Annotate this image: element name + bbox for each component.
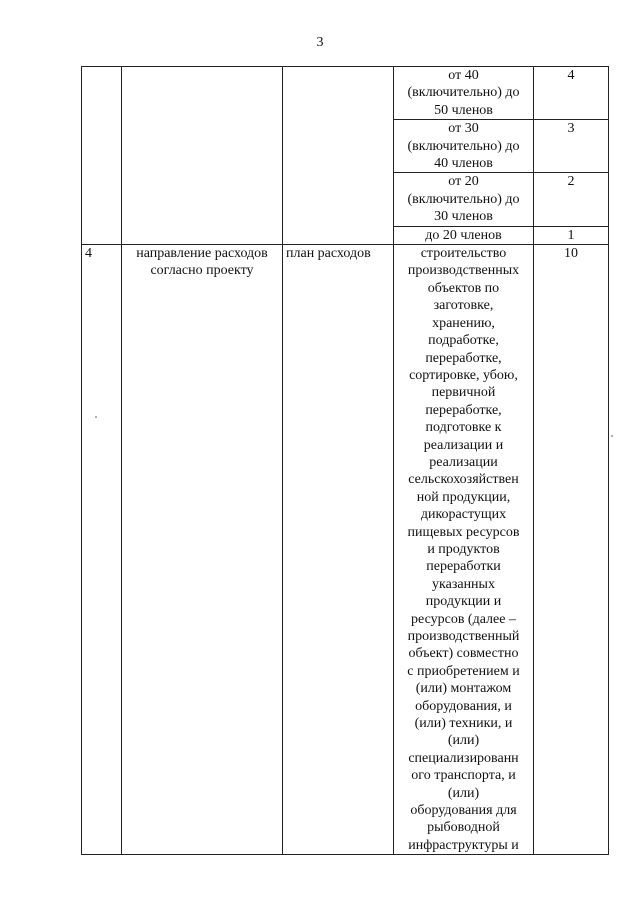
table-row xyxy=(82,245,609,855)
score-cell: 2 xyxy=(534,173,609,226)
criterion-text: строительство производственных объектов по заготовке, хранению, подработке, переработке, сортировке, убою, первичной переработке, подготовке к реализации и реализации сельскохозяйствен ной продукции, дикорастущих пищевых ресурсов и продуктов переработки указанных продукции и ресурсов (далее – производственный объект) совместно с приобретением и (или) монтажом оборудования, и (или) техники, и (или) специализированн ого транспорта, и (или) оборудования для рыбоводной инфраструктуры и xyxy=(407,246,520,853)
criterion-text: от 20 (включительно) до 30 членов xyxy=(407,174,520,225)
direction-cell: направление расходов согласно проекту xyxy=(122,245,283,855)
score-cell: 1 xyxy=(534,226,609,244)
criterion-cell xyxy=(394,245,534,855)
score-cell: 3 xyxy=(534,120,609,173)
criterion-cell xyxy=(394,120,534,173)
direction-cell-empty xyxy=(122,67,283,245)
indicator-cell: план расходов xyxy=(283,245,394,855)
indicator-cell-empty xyxy=(283,67,394,245)
score-cell: 4 xyxy=(534,67,609,120)
criteria-table xyxy=(81,66,609,855)
scan-speck xyxy=(611,435,613,437)
criterion-text: от 30 (включительно) до 40 членов xyxy=(407,121,520,172)
number-cell-empty xyxy=(82,67,122,245)
criterion-cell xyxy=(394,226,534,244)
criterion-text: до 20 членов xyxy=(425,227,502,243)
table-row xyxy=(82,67,609,120)
criterion-cell xyxy=(394,173,534,226)
criterion-text: от 40 (включительно) до 50 членов xyxy=(407,68,520,118)
criterion-cell xyxy=(394,67,534,120)
score-cell: 10 xyxy=(534,245,609,855)
page-number: 3 xyxy=(316,35,324,50)
number-cell: 4 xyxy=(82,245,122,855)
scan-speck xyxy=(95,416,97,418)
